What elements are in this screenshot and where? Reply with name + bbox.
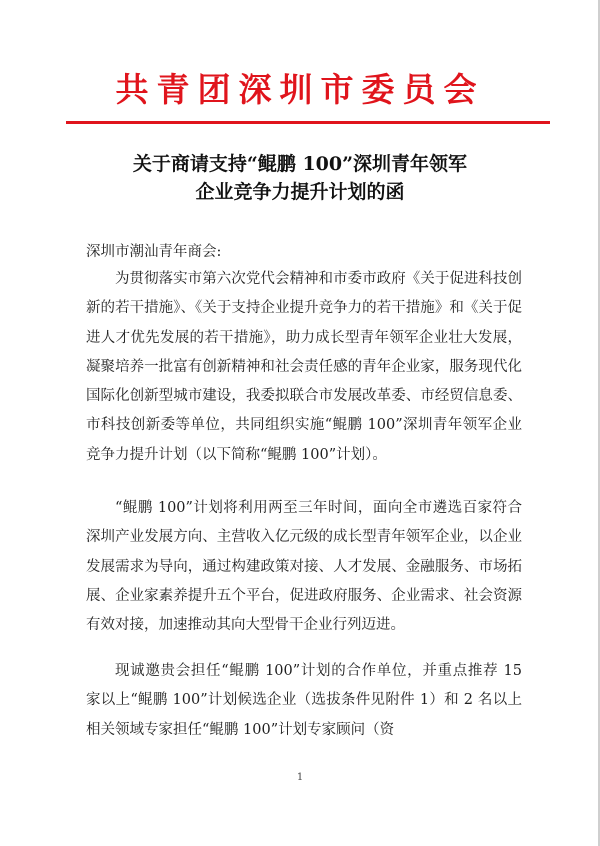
body-paragraph-3: 现诚邀贵会担任“鲲鹏 100”计划的合作单位，并重点推荐 15 家以上“鲲鹏 100”计划候选企业（选拔条件见附件 1）和 2 名以上相关领域专家担任“鲲鹏 100”计划专家顾问（资	[86, 663, 522, 738]
body-paragraph-2: “鲲鹏 100”计划将利用两至三年时间，面向全市遴选百家符合深圳产业发展方向、主营收入亿元级的成长型青年领军企业，以企业发展需求为导向，通过构建政策对接、人才发展、金融服务、市场拓展、企业家素养提升五个平台，促进政府服务、企业需求、社会资源有效对接，加速推动其向大型骨干企业行列迈进。	[86, 500, 522, 634]
document-title-line-2: 企业竞争力提升计划的函	[195, 181, 405, 203]
salutation: 深圳市潮汕青年商会:	[86, 244, 222, 260]
letterhead-red-rule	[66, 121, 550, 124]
document-title	[60, 150, 540, 206]
page-number: 1	[296, 772, 304, 783]
body-paragraph-1: 为贯彻落实市第六次党代会精神和市委市政府《关于促进科技创新的若干措施》、《关于支持企业提升竞争力的若干措施》和《关于促进人才优先发展的若干措施》，助力成长型青年领军企业壮大发展，凝聚培养一批富有创新精神和社会责任感的青年企业家，服务现代化国际化创新型城市建设，我委拟联合市发展改革委、市经贸信息委、市科技创新委等单位，共同组织实施“鲲鹏 100”深圳青年领军企业竞争力提升计划（以下简称“鲲鹏 100”计划）。	[86, 271, 522, 463]
letterhead-org-name: 共青团深圳市委员会	[115, 70, 485, 109]
document-title-line-1: 关于商请支持“鲲鹏 100”深圳青年领军	[132, 153, 468, 175]
